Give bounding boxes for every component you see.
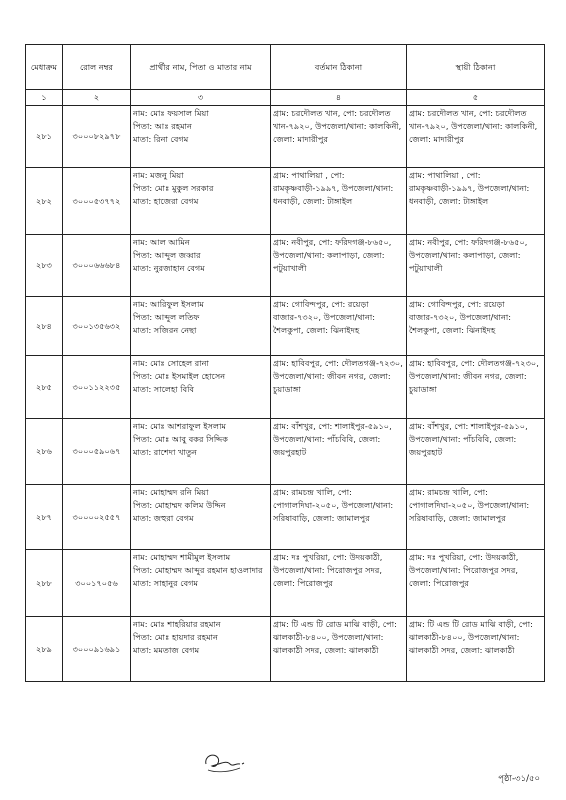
candidate-name: নাম: মোঃ শাহরিয়ার রহমান <box>133 619 221 629</box>
father-name: পিতা: আব্দুল জব্বার <box>133 250 201 260</box>
candidate-info <box>131 419 271 485</box>
father-name: পিতা: মোহাম্মদ কলিম উদ্দিন <box>133 500 226 510</box>
permanent-address: গ্রাম: হাবিবপুর, পো: দৌলতগঞ্জ-৭২৩০, উপজেলা/থানা: জীবন নগর, জেলা: চুয়াডাঙ্গা <box>407 356 545 419</box>
roll-number: ৩০০১৭০৫৬ <box>63 550 131 617</box>
roll-number: ৩০০০০২৫৫৭ <box>63 485 131 550</box>
candidate-info <box>131 485 271 550</box>
column-number: ৪ <box>271 90 407 106</box>
candidate-info <box>131 106 271 168</box>
table-row <box>26 419 545 485</box>
column-number-row <box>26 90 545 106</box>
table-row <box>26 106 545 168</box>
mother-name: মাতা: জহুরা বেগম <box>133 513 194 523</box>
roll-number: ৩০০০৫৩৭৭২ <box>63 168 131 235</box>
mother-name: মাতা: মমতাজ বেগম <box>133 645 200 655</box>
header-merit-serial: মেধাক্রম <box>26 45 63 90</box>
table-row <box>26 297 545 356</box>
merit-serial: ২৮৯ <box>26 617 63 682</box>
father-name: পিতা: মোহাম্মদ আব্দুর রহমান হাওলাদার <box>133 565 263 575</box>
candidate-name: নাম: আল আমিন <box>133 237 190 247</box>
merit-serial: ২৮৩ <box>26 235 63 297</box>
table-row <box>26 168 545 235</box>
merit-serial: ২৮১ <box>26 106 63 168</box>
header-present-address: বর্তমান ঠিকানা <box>271 45 407 90</box>
merit-serial: ২৮৬ <box>26 419 63 485</box>
father-name: পিতা: আঃ রহমান <box>133 121 192 131</box>
table-row <box>26 550 545 617</box>
present-address: গ্রাম: নবীপুর, পো: ফরিদগঞ্জ-৮৬৫০, উপজেলা/থানা: কলাপাড়া, জেলা: পটুয়াখালী <box>271 235 407 297</box>
table-row <box>26 356 545 419</box>
mother-name: মাতা: সজিরন নেছা <box>133 325 197 335</box>
mother-name: মাতা: রিনা বেগম <box>133 134 189 144</box>
present-address: গ্রাম: হাবিবপুর, পো: দৌলতগঞ্জ-৭২৩০, উপজেলা/থানা: জীবন নগর, জেলা: চুয়াডাঙ্গা <box>271 356 407 419</box>
candidate-info <box>131 550 271 617</box>
present-address: গ্রাম: পাথালিয়া , পো: রামকৃষ্ণবাড়ী-১৯৯৭, উপজেলা/থানা: ধনবাড়ী, জেলা: টাঙ্গাইল <box>271 168 407 235</box>
present-address: গ্রাম: বাঁশখুর, পো: শালাইপুর-৫৯১০, উপজেলা/থানা: পাঁচবিবি, জেলা: জয়পুরহাট <box>271 419 407 485</box>
roll-number: ৩০০০৮২৯৭৮ <box>63 106 131 168</box>
permanent-address: গ্রাম: চরদৌলত খান, পো: চরদৌলত খান-৭৯২০, উপজেলা/থানা: কালকিনী, জেলা: মাদারীপুর <box>407 106 545 168</box>
candidate-info <box>131 168 271 235</box>
table-row <box>26 235 545 297</box>
candidate-info <box>131 235 271 297</box>
present-address: গ্রাম: দঃ পুখরিয়া, পো: উদয়কাঠী, উপজেলা/থানা: পিরোজপুর সদর, জেলা: পিরোজপুর <box>271 550 407 617</box>
column-number: ২ <box>63 90 131 106</box>
merit-serial: ২৮৫ <box>26 356 63 419</box>
merit-list-table <box>25 44 545 682</box>
header-candidate-name: প্রার্থীর নাম, পিতা ও মাতার নাম <box>131 45 271 90</box>
permanent-address: গ্রাম: বাঁশখুর, পো: শালাইপুর-৫৯১০, উপজেলা/থানা: পাঁচবিবি, জেলা: জয়পুরহাট <box>407 419 545 485</box>
candidate-info <box>131 297 271 356</box>
signature-mark <box>200 746 250 778</box>
present-address: গ্রাম: টি এন্ড টি রোড মাঝি বাড়ী, পো: ঝালকাঠী-৮৪০০, উপজেলা/থানা: ঝালকাঠী সদর, জেলা: ঝালকাঠী <box>271 617 407 682</box>
candidate-name: নাম: মোঃ আশরাফুল ইসলাম <box>133 421 227 431</box>
permanent-address: গ্রাম: পাথালিয়া , পো: রামকৃষ্ণবাড়ী-১৯৯৭, উপজেলা/থানা: ধনবাড়ী, জেলা: টাঙ্গাইল <box>407 168 545 235</box>
father-name: পিতা: মোঃ ইসমাইল হোসেন <box>133 371 226 381</box>
candidate-name: নাম: মোঃ সোহেল রানা <box>133 358 209 368</box>
header-permanent-address: স্থায়ী ঠিকানা <box>407 45 545 90</box>
table-row <box>26 617 545 682</box>
permanent-address: গ্রাম: দঃ পুখরিয়া, পো: উদয়কাঠী, উপজেলা/থানা: পিরোজপুর সদর, জেলা: পিরোজপুর <box>407 550 545 617</box>
permanent-address: গ্রাম: নবীপুর, পো: ফরিদগঞ্জ-৮৬৫০, উপজেলা/থানা: কলাপাড়া, জেলা: পটুয়াখালী <box>407 235 545 297</box>
father-name: পিতা: মোঃ আবু বকর সিদ্দিক <box>133 434 228 444</box>
candidate-info <box>131 617 271 682</box>
mother-name: মাতা: সাহানুর বেগম <box>133 578 199 588</box>
candidate-info <box>131 356 271 419</box>
merit-serial: ২৮৭ <box>26 485 63 550</box>
father-name: পিতা: মোঃ হায়দার রহমান <box>133 632 218 642</box>
mother-name: মাতা: সালেহা বিবি <box>133 384 195 394</box>
merit-serial: ২৮২ <box>26 168 63 235</box>
merit-serial: ২৮৮ <box>26 550 63 617</box>
father-name: পিতা: আব্দুল লতিফ <box>133 312 200 322</box>
candidate-name: নাম: মোহাম্মদ শামীমুল ইসলাম <box>133 552 231 562</box>
mother-name: মাতা: নুরজাহান বেগম <box>133 263 205 273</box>
present-address: গ্রাম: রামচন্দ্র খালি, পো: পোগালদিঘা-২০৫০, উপজেলা/থানা: সরিষাবাড়ি, জেলা: জামালপুর <box>271 485 407 550</box>
candidate-name: নাম: মজনু মিয়া <box>133 170 184 180</box>
permanent-address: গ্রাম: গোবিন্দপুর, পো: রয়েড়া বাজার-৭৩২০, উপজেলা/থানা: শৈলকুপা, জেলা: ঝিনাইদহ <box>407 297 545 356</box>
roll-number: ৩০০১৩৫৬৩২ <box>63 297 131 356</box>
table-row <box>26 485 545 550</box>
roll-number: ৩০০০৫৯০৬৭ <box>63 419 131 485</box>
header-roll-number: রোল নম্বর <box>63 45 131 90</box>
column-number: ৫ <box>407 90 545 106</box>
roll-number: ৩০০০৯১৬৯১ <box>63 617 131 682</box>
roll-number: ৩০০১১২২৩৫ <box>63 356 131 419</box>
father-name: পিতা: মোঃ মুকুল সরকার <box>133 183 214 193</box>
permanent-address: গ্রাম: রামচন্দ্র খালি, পো: পোগালদিঘা-২০৫০, উপজেলা/থানা: সরিষাবাড়ি, জেলা: জামালপুর <box>407 485 545 550</box>
present-address: গ্রাম: চরদৌলত খান, পো: চরদৌলত খান-৭৯২০, উপজেলা/থানা: কালকিনী, জেলা: মাদারীপুর <box>271 106 407 168</box>
mother-name: মাতা: হাজেরা বেগম <box>133 196 199 206</box>
present-address: গ্রাম: গোবিন্দপুর, পো: রয়েড়া বাজার-৭৩২০, উপজেলা/থানা: শৈলকুপা, জেলা: ঝিনাইদহ <box>271 297 407 356</box>
permanent-address: গ্রাম: টি এন্ড টি রোড মাঝি বাড়ী, পো: ঝালকাঠী-৮৪০০, উপজেলা/থানা: ঝালকাঠী সদর, জেলা: ঝালকাঠী <box>407 617 545 682</box>
candidate-name: নাম: আরিফুল ইসলাম <box>133 299 204 309</box>
candidate-name: নাম: মোহাম্মদ রনি মিয়া <box>133 487 209 497</box>
column-number: ১ <box>26 90 63 106</box>
merit-serial: ২৮৪ <box>26 297 63 356</box>
candidate-name: নাম: মোঃ ফয়সাল মিয়া <box>133 108 209 118</box>
mother-name: মাতা: রাশেদা খাতুন <box>133 447 197 457</box>
header-row <box>26 45 545 90</box>
roll-number: ৩০০০৬৬৬৮৪ <box>63 235 131 297</box>
page-number: পৃষ্ঠা-৩১/৫০ <box>498 774 540 784</box>
column-number: ৩ <box>131 90 271 106</box>
